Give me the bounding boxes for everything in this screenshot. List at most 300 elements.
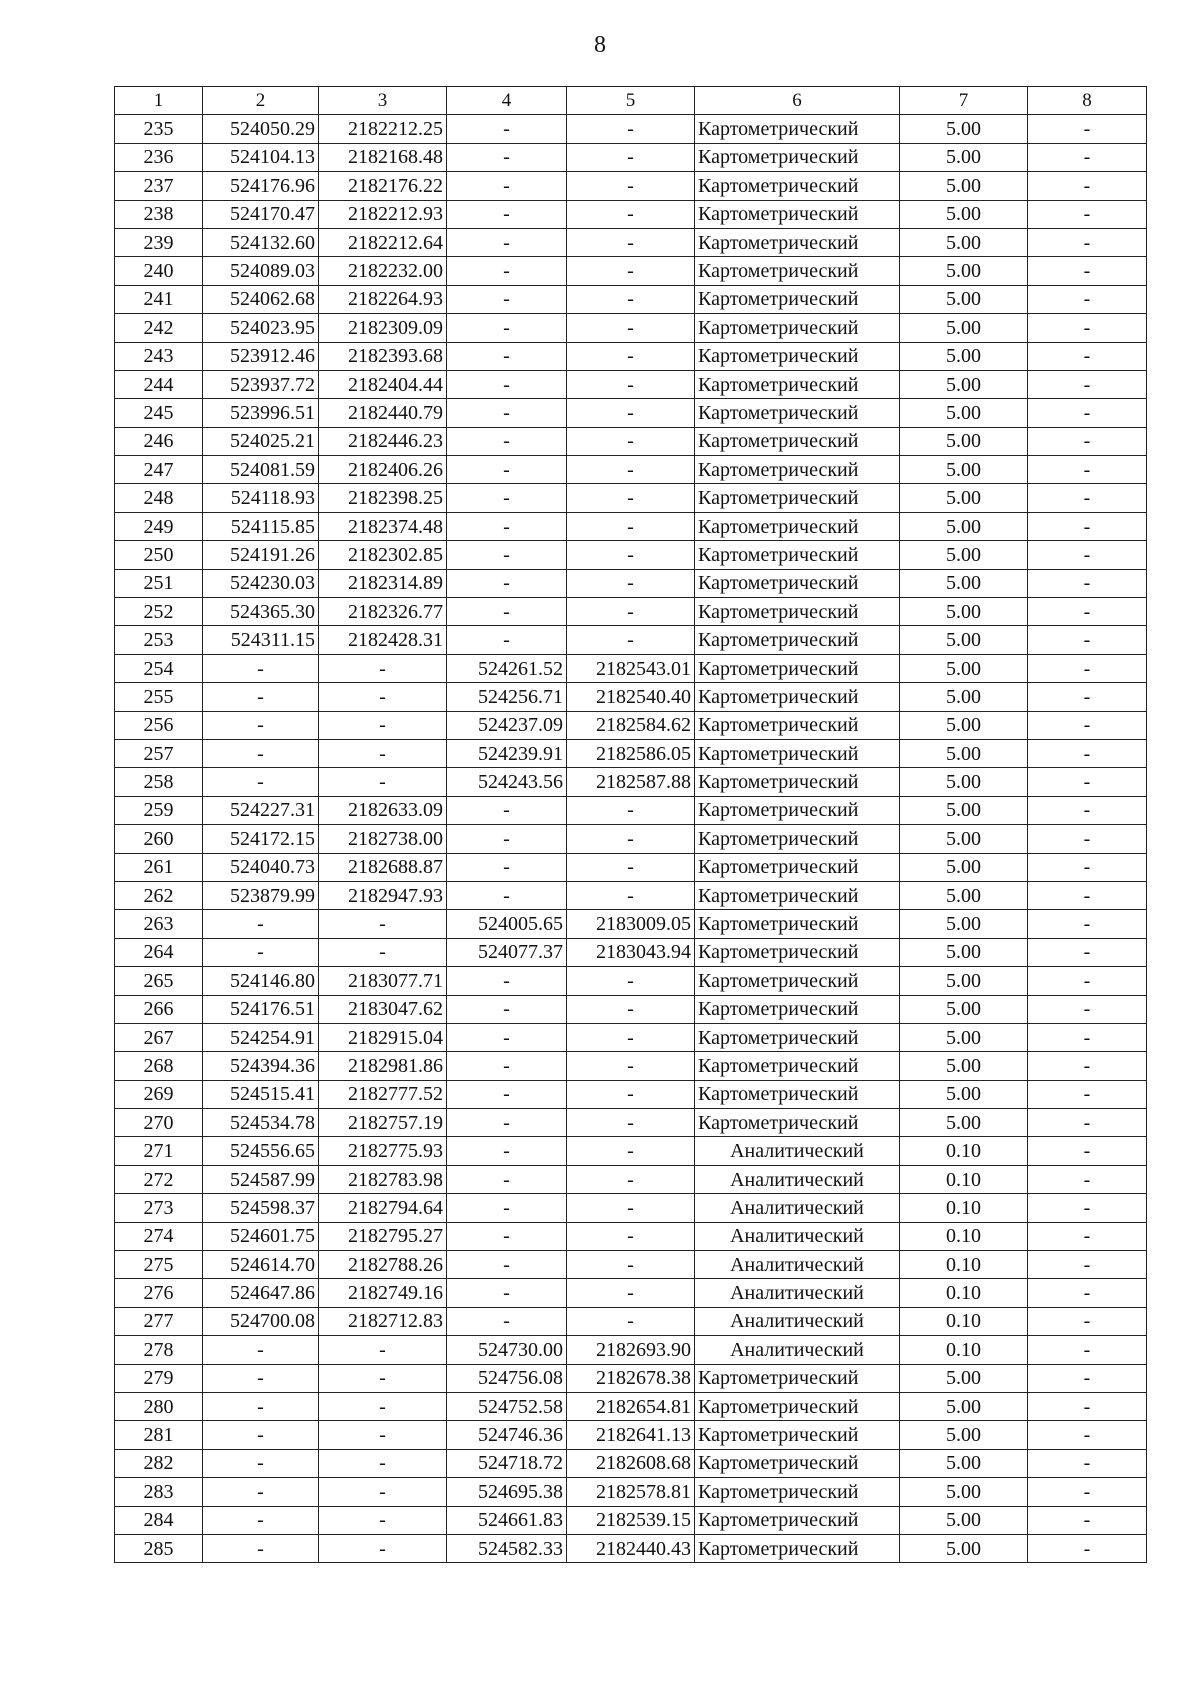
header-cell: 3 bbox=[319, 87, 447, 115]
y-coord-cell: - bbox=[319, 654, 447, 682]
y-coord-alt-cell: - bbox=[567, 342, 695, 370]
y-coord-cell: 2182775.93 bbox=[319, 1137, 447, 1165]
point-number-cell: 277 bbox=[115, 1307, 203, 1335]
y-coord-cell: 2182915.04 bbox=[319, 1023, 447, 1051]
accuracy-cell: 5.00 bbox=[900, 910, 1028, 938]
x-coord-cell: 524700.08 bbox=[203, 1307, 319, 1335]
y-coord-cell: 2182314.89 bbox=[319, 569, 447, 597]
x-coord-cell: 524040.73 bbox=[203, 853, 319, 881]
method-cell: Картометрический bbox=[695, 1364, 900, 1392]
table-row bbox=[115, 228, 1147, 256]
y-coord-alt-cell: 2182440.43 bbox=[567, 1534, 695, 1562]
coordinates-table bbox=[114, 86, 1147, 1563]
table-row bbox=[115, 1449, 1147, 1477]
method-cell: Картометрический bbox=[695, 654, 900, 682]
x-coord-cell: 524132.60 bbox=[203, 228, 319, 256]
y-coord-cell: 2182688.87 bbox=[319, 853, 447, 881]
table-row bbox=[115, 938, 1147, 966]
table-row bbox=[115, 654, 1147, 682]
accuracy-cell: 5.00 bbox=[900, 853, 1028, 881]
note-cell: - bbox=[1028, 541, 1147, 569]
x-coord-alt-cell: - bbox=[447, 1080, 567, 1108]
x-coord-alt-cell: - bbox=[447, 1137, 567, 1165]
point-number-cell: 238 bbox=[115, 200, 203, 228]
y-coord-cell: 2182212.25 bbox=[319, 115, 447, 143]
x-coord-cell: - bbox=[203, 910, 319, 938]
method-cell: Картометрический bbox=[695, 1023, 900, 1051]
point-number-cell: 271 bbox=[115, 1137, 203, 1165]
method-cell: Картометрический bbox=[695, 143, 900, 171]
header-cell: 2 bbox=[203, 87, 319, 115]
x-coord-cell: - bbox=[203, 683, 319, 711]
note-cell: - bbox=[1028, 1392, 1147, 1420]
x-coord-cell: 524598.37 bbox=[203, 1194, 319, 1222]
y-coord-cell: 2183077.71 bbox=[319, 967, 447, 995]
x-coord-alt-cell: 524243.56 bbox=[447, 768, 567, 796]
point-number-cell: 276 bbox=[115, 1279, 203, 1307]
y-coord-cell: - bbox=[319, 768, 447, 796]
point-number-cell: 245 bbox=[115, 399, 203, 427]
y-coord-cell: 2182398.25 bbox=[319, 484, 447, 512]
y-coord-alt-cell: 2182584.62 bbox=[567, 711, 695, 739]
note-cell: - bbox=[1028, 1222, 1147, 1250]
x-coord-cell: 524023.95 bbox=[203, 314, 319, 342]
x-coord-cell: 524515.41 bbox=[203, 1080, 319, 1108]
y-coord-cell: 2182794.64 bbox=[319, 1194, 447, 1222]
note-cell: - bbox=[1028, 654, 1147, 682]
x-coord-alt-cell: - bbox=[447, 1194, 567, 1222]
x-coord-alt-cell: - bbox=[447, 172, 567, 200]
table-row bbox=[115, 257, 1147, 285]
note-cell: - bbox=[1028, 739, 1147, 767]
x-coord-alt-cell: 524582.33 bbox=[447, 1534, 567, 1562]
note-cell: - bbox=[1028, 1449, 1147, 1477]
y-coord-alt-cell: - bbox=[567, 1165, 695, 1193]
table-row bbox=[115, 569, 1147, 597]
table-row bbox=[115, 484, 1147, 512]
x-coord-cell: - bbox=[203, 739, 319, 767]
y-coord-alt-cell: - bbox=[567, 626, 695, 654]
method-cell: Картометрический bbox=[695, 1449, 900, 1477]
y-coord-cell: - bbox=[319, 739, 447, 767]
y-coord-alt-cell: - bbox=[567, 1023, 695, 1051]
x-coord-cell: 524081.59 bbox=[203, 456, 319, 484]
method-cell: Картометрический bbox=[695, 285, 900, 313]
point-number-cell: 247 bbox=[115, 456, 203, 484]
point-number-cell: 281 bbox=[115, 1421, 203, 1449]
table-row bbox=[115, 1109, 1147, 1137]
x-coord-cell: - bbox=[203, 1506, 319, 1534]
y-coord-alt-cell: - bbox=[567, 1052, 695, 1080]
point-number-cell: 253 bbox=[115, 626, 203, 654]
method-cell: Картометрический bbox=[695, 456, 900, 484]
x-coord-alt-cell: 524752.58 bbox=[447, 1392, 567, 1420]
x-coord-cell: 523996.51 bbox=[203, 399, 319, 427]
accuracy-cell: 5.00 bbox=[900, 683, 1028, 711]
point-number-cell: 283 bbox=[115, 1478, 203, 1506]
table-row bbox=[115, 1080, 1147, 1108]
y-coord-alt-cell: - bbox=[567, 285, 695, 313]
x-coord-alt-cell: - bbox=[447, 342, 567, 370]
x-coord-cell: 524254.91 bbox=[203, 1023, 319, 1051]
accuracy-cell: 5.00 bbox=[900, 1449, 1028, 1477]
method-cell: Картометрический bbox=[695, 825, 900, 853]
point-number-cell: 236 bbox=[115, 143, 203, 171]
y-coord-alt-cell: - bbox=[567, 995, 695, 1023]
accuracy-cell: 5.00 bbox=[900, 200, 1028, 228]
accuracy-cell: 5.00 bbox=[900, 115, 1028, 143]
table-row bbox=[115, 1392, 1147, 1420]
accuracy-cell: 5.00 bbox=[900, 456, 1028, 484]
point-number-cell: 257 bbox=[115, 739, 203, 767]
accuracy-cell: 5.00 bbox=[900, 172, 1028, 200]
table-row bbox=[115, 541, 1147, 569]
note-cell: - bbox=[1028, 796, 1147, 824]
y-coord-alt-cell: - bbox=[567, 427, 695, 455]
table-row bbox=[115, 1336, 1147, 1364]
point-number-cell: 258 bbox=[115, 768, 203, 796]
point-number-cell: 285 bbox=[115, 1534, 203, 1562]
x-coord-cell: 524614.70 bbox=[203, 1251, 319, 1279]
x-coord-cell: 524227.31 bbox=[203, 796, 319, 824]
y-coord-alt-cell: - bbox=[567, 541, 695, 569]
x-coord-alt-cell: 524695.38 bbox=[447, 1478, 567, 1506]
y-coord-cell: 2182947.93 bbox=[319, 881, 447, 909]
y-coord-cell: - bbox=[319, 683, 447, 711]
note-cell: - bbox=[1028, 172, 1147, 200]
method-cell: Картометрический bbox=[695, 796, 900, 824]
table-row bbox=[115, 967, 1147, 995]
x-coord-cell: 524170.47 bbox=[203, 200, 319, 228]
accuracy-cell: 5.00 bbox=[900, 995, 1028, 1023]
accuracy-cell: 5.00 bbox=[900, 1364, 1028, 1392]
y-coord-alt-cell: 2182587.88 bbox=[567, 768, 695, 796]
method-cell: Картометрический bbox=[695, 370, 900, 398]
point-number-cell: 266 bbox=[115, 995, 203, 1023]
point-number-cell: 237 bbox=[115, 172, 203, 200]
y-coord-cell: - bbox=[319, 1449, 447, 1477]
x-coord-cell: 524118.93 bbox=[203, 484, 319, 512]
accuracy-cell: 5.00 bbox=[900, 541, 1028, 569]
y-coord-cell: 2182232.00 bbox=[319, 257, 447, 285]
accuracy-cell: 5.00 bbox=[900, 967, 1028, 995]
method-cell: Картометрический bbox=[695, 683, 900, 711]
y-coord-cell: 2182749.16 bbox=[319, 1279, 447, 1307]
x-coord-alt-cell: - bbox=[447, 967, 567, 995]
note-cell: - bbox=[1028, 200, 1147, 228]
y-coord-alt-cell: - bbox=[567, 825, 695, 853]
note-cell: - bbox=[1028, 967, 1147, 995]
header-row bbox=[115, 87, 1147, 115]
y-coord-alt-cell: - bbox=[567, 456, 695, 484]
x-coord-alt-cell: - bbox=[447, 427, 567, 455]
accuracy-cell: 5.00 bbox=[900, 484, 1028, 512]
y-coord-alt-cell: - bbox=[567, 967, 695, 995]
y-coord-alt-cell: 2182540.40 bbox=[567, 683, 695, 711]
y-coord-cell: 2182404.44 bbox=[319, 370, 447, 398]
note-cell: - bbox=[1028, 1109, 1147, 1137]
y-coord-cell: - bbox=[319, 1534, 447, 1562]
x-coord-cell: 523912.46 bbox=[203, 342, 319, 370]
point-number-cell: 261 bbox=[115, 853, 203, 881]
table-row bbox=[115, 427, 1147, 455]
y-coord-alt-cell: - bbox=[567, 1279, 695, 1307]
y-coord-alt-cell: - bbox=[567, 512, 695, 540]
method-cell: Картометрический bbox=[695, 399, 900, 427]
point-number-cell: 242 bbox=[115, 314, 203, 342]
table-row bbox=[115, 342, 1147, 370]
table-row bbox=[115, 910, 1147, 938]
accuracy-cell: 0.10 bbox=[900, 1336, 1028, 1364]
x-coord-cell: - bbox=[203, 1421, 319, 1449]
y-coord-cell: - bbox=[319, 910, 447, 938]
accuracy-cell: 0.10 bbox=[900, 1279, 1028, 1307]
x-coord-alt-cell: - bbox=[447, 399, 567, 427]
y-coord-alt-cell: - bbox=[567, 115, 695, 143]
point-number-cell: 280 bbox=[115, 1392, 203, 1420]
y-coord-alt-cell: 2182654.81 bbox=[567, 1392, 695, 1420]
table-row bbox=[115, 1222, 1147, 1250]
method-cell: Аналитический bbox=[695, 1222, 900, 1250]
method-cell: Картометрический bbox=[695, 910, 900, 938]
y-coord-alt-cell: - bbox=[567, 1080, 695, 1108]
x-coord-alt-cell: - bbox=[447, 370, 567, 398]
x-coord-cell: 523937.72 bbox=[203, 370, 319, 398]
accuracy-cell: 5.00 bbox=[900, 1421, 1028, 1449]
x-coord-cell: 524025.21 bbox=[203, 427, 319, 455]
accuracy-cell: 0.10 bbox=[900, 1165, 1028, 1193]
note-cell: - bbox=[1028, 1364, 1147, 1392]
x-coord-alt-cell: - bbox=[447, 257, 567, 285]
x-coord-alt-cell: - bbox=[447, 881, 567, 909]
header-cell: 1 bbox=[115, 87, 203, 115]
point-number-cell: 267 bbox=[115, 1023, 203, 1051]
x-coord-alt-cell: - bbox=[447, 1251, 567, 1279]
accuracy-cell: 5.00 bbox=[900, 143, 1028, 171]
y-coord-alt-cell: - bbox=[567, 200, 695, 228]
x-coord-alt-cell: 524239.91 bbox=[447, 739, 567, 767]
accuracy-cell: 5.00 bbox=[900, 1506, 1028, 1534]
y-coord-cell: 2182326.77 bbox=[319, 598, 447, 626]
note-cell: - bbox=[1028, 1165, 1147, 1193]
accuracy-cell: 5.00 bbox=[900, 598, 1028, 626]
x-coord-alt-cell: - bbox=[447, 1023, 567, 1051]
y-coord-alt-cell: - bbox=[567, 370, 695, 398]
x-coord-alt-cell: 524718.72 bbox=[447, 1449, 567, 1477]
point-number-cell: 279 bbox=[115, 1364, 203, 1392]
table-row bbox=[115, 512, 1147, 540]
x-coord-alt-cell: - bbox=[447, 512, 567, 540]
point-number-cell: 264 bbox=[115, 938, 203, 966]
x-coord-cell: 524365.30 bbox=[203, 598, 319, 626]
table-row bbox=[115, 1137, 1147, 1165]
x-coord-alt-cell: - bbox=[447, 541, 567, 569]
x-coord-cell: 524146.80 bbox=[203, 967, 319, 995]
accuracy-cell: 5.00 bbox=[900, 881, 1028, 909]
method-cell: Картометрический bbox=[695, 200, 900, 228]
note-cell: - bbox=[1028, 427, 1147, 455]
x-coord-cell: 524556.65 bbox=[203, 1137, 319, 1165]
y-coord-alt-cell: - bbox=[567, 881, 695, 909]
note-cell: - bbox=[1028, 768, 1147, 796]
x-coord-alt-cell: - bbox=[447, 285, 567, 313]
x-coord-cell: 524394.36 bbox=[203, 1052, 319, 1080]
x-coord-cell: 524089.03 bbox=[203, 257, 319, 285]
y-coord-alt-cell: - bbox=[567, 569, 695, 597]
table-row bbox=[115, 768, 1147, 796]
x-coord-alt-cell: - bbox=[447, 314, 567, 342]
x-coord-cell: 523879.99 bbox=[203, 881, 319, 909]
point-number-cell: 263 bbox=[115, 910, 203, 938]
y-coord-alt-cell: - bbox=[567, 228, 695, 256]
point-number-cell: 243 bbox=[115, 342, 203, 370]
y-coord-cell: - bbox=[319, 1478, 447, 1506]
method-cell: Картометрический bbox=[695, 1506, 900, 1534]
point-number-cell: 260 bbox=[115, 825, 203, 853]
method-cell: Картометрический bbox=[695, 1080, 900, 1108]
y-coord-cell: 2182374.48 bbox=[319, 512, 447, 540]
y-coord-alt-cell: - bbox=[567, 1307, 695, 1335]
table-row bbox=[115, 881, 1147, 909]
x-coord-cell: - bbox=[203, 1392, 319, 1420]
table-row bbox=[115, 1279, 1147, 1307]
note-cell: - bbox=[1028, 711, 1147, 739]
note-cell: - bbox=[1028, 314, 1147, 342]
method-cell: Аналитический bbox=[695, 1251, 900, 1279]
x-coord-cell: - bbox=[203, 654, 319, 682]
point-number-cell: 272 bbox=[115, 1165, 203, 1193]
method-cell: Картометрический bbox=[695, 711, 900, 739]
point-number-cell: 240 bbox=[115, 257, 203, 285]
y-coord-alt-cell: - bbox=[567, 853, 695, 881]
method-cell: Картометрический bbox=[695, 598, 900, 626]
y-coord-cell: 2182981.86 bbox=[319, 1052, 447, 1080]
x-coord-cell: - bbox=[203, 1364, 319, 1392]
x-coord-alt-cell: - bbox=[447, 228, 567, 256]
x-coord-alt-cell: - bbox=[447, 1307, 567, 1335]
y-coord-cell: 2183047.62 bbox=[319, 995, 447, 1023]
note-cell: - bbox=[1028, 115, 1147, 143]
method-cell: Картометрический bbox=[695, 541, 900, 569]
y-coord-cell: 2182406.26 bbox=[319, 456, 447, 484]
table-row bbox=[115, 370, 1147, 398]
note-cell: - bbox=[1028, 456, 1147, 484]
note-cell: - bbox=[1028, 1052, 1147, 1080]
x-coord-alt-cell: 524746.36 bbox=[447, 1421, 567, 1449]
accuracy-cell: 5.00 bbox=[900, 711, 1028, 739]
x-coord-cell: 524230.03 bbox=[203, 569, 319, 597]
x-coord-cell: 524172.15 bbox=[203, 825, 319, 853]
note-cell: - bbox=[1028, 1534, 1147, 1562]
y-coord-alt-cell: 2182539.15 bbox=[567, 1506, 695, 1534]
header-cell: 6 bbox=[695, 87, 900, 115]
x-coord-alt-cell: 524261.52 bbox=[447, 654, 567, 682]
page-number: 8 bbox=[594, 32, 606, 58]
note-cell: - bbox=[1028, 399, 1147, 427]
method-cell: Картометрический bbox=[695, 881, 900, 909]
table-row bbox=[115, 172, 1147, 200]
x-coord-alt-cell: - bbox=[447, 626, 567, 654]
y-coord-alt-cell: - bbox=[567, 796, 695, 824]
y-coord-alt-cell: 2182543.01 bbox=[567, 654, 695, 682]
x-coord-alt-cell: - bbox=[447, 853, 567, 881]
x-coord-cell: 524104.13 bbox=[203, 143, 319, 171]
accuracy-cell: 0.10 bbox=[900, 1222, 1028, 1250]
x-coord-cell: 524050.29 bbox=[203, 115, 319, 143]
method-cell: Картометрический bbox=[695, 1392, 900, 1420]
header-cell: 8 bbox=[1028, 87, 1147, 115]
point-number-cell: 273 bbox=[115, 1194, 203, 1222]
table-row bbox=[115, 1364, 1147, 1392]
note-cell: - bbox=[1028, 1080, 1147, 1108]
y-coord-cell: - bbox=[319, 1336, 447, 1364]
method-cell: Картометрический bbox=[695, 228, 900, 256]
y-coord-cell: 2182302.85 bbox=[319, 541, 447, 569]
method-cell: Аналитический bbox=[695, 1165, 900, 1193]
x-coord-cell: 524062.68 bbox=[203, 285, 319, 313]
note-cell: - bbox=[1028, 626, 1147, 654]
y-coord-cell: 2182633.09 bbox=[319, 796, 447, 824]
table-row bbox=[115, 456, 1147, 484]
accuracy-cell: 5.00 bbox=[900, 228, 1028, 256]
point-number-cell: 269 bbox=[115, 1080, 203, 1108]
accuracy-cell: 5.00 bbox=[900, 569, 1028, 597]
x-coord-alt-cell: - bbox=[447, 598, 567, 626]
table-row bbox=[115, 825, 1147, 853]
table-row bbox=[115, 399, 1147, 427]
y-coord-alt-cell: - bbox=[567, 598, 695, 626]
y-coord-cell: 2182264.93 bbox=[319, 285, 447, 313]
note-cell: - bbox=[1028, 1279, 1147, 1307]
note-cell: - bbox=[1028, 285, 1147, 313]
y-coord-cell: 2182212.64 bbox=[319, 228, 447, 256]
accuracy-cell: 5.00 bbox=[900, 1080, 1028, 1108]
x-coord-alt-cell: - bbox=[447, 143, 567, 171]
method-cell: Картометрический bbox=[695, 626, 900, 654]
point-number-cell: 246 bbox=[115, 427, 203, 455]
y-coord-cell: 2182440.79 bbox=[319, 399, 447, 427]
y-coord-alt-cell: 2182641.13 bbox=[567, 1421, 695, 1449]
y-coord-alt-cell: - bbox=[567, 399, 695, 427]
note-cell: - bbox=[1028, 569, 1147, 597]
table-row bbox=[115, 853, 1147, 881]
accuracy-cell: 5.00 bbox=[900, 938, 1028, 966]
header-cell: 7 bbox=[900, 87, 1028, 115]
x-coord-alt-cell: - bbox=[447, 995, 567, 1023]
table-row bbox=[115, 1023, 1147, 1051]
table-row bbox=[115, 1307, 1147, 1335]
method-cell: Картометрический bbox=[695, 1534, 900, 1562]
x-coord-cell: 524176.51 bbox=[203, 995, 319, 1023]
point-number-cell: 256 bbox=[115, 711, 203, 739]
x-coord-alt-cell: 524730.00 bbox=[447, 1336, 567, 1364]
y-coord-cell: 2182212.93 bbox=[319, 200, 447, 228]
method-cell: Картометрический bbox=[695, 484, 900, 512]
x-coord-alt-cell: 524256.71 bbox=[447, 683, 567, 711]
point-number-cell: 268 bbox=[115, 1052, 203, 1080]
note-cell: - bbox=[1028, 881, 1147, 909]
table-row bbox=[115, 598, 1147, 626]
accuracy-cell: 5.00 bbox=[900, 512, 1028, 540]
point-number-cell: 274 bbox=[115, 1222, 203, 1250]
x-coord-cell: 524587.99 bbox=[203, 1165, 319, 1193]
method-cell: Картометрический bbox=[695, 995, 900, 1023]
method-cell: Картометрический bbox=[695, 314, 900, 342]
x-coord-alt-cell: 524005.65 bbox=[447, 910, 567, 938]
method-cell: Аналитический bbox=[695, 1307, 900, 1335]
accuracy-cell: 5.00 bbox=[900, 370, 1028, 398]
x-coord-alt-cell: - bbox=[447, 484, 567, 512]
